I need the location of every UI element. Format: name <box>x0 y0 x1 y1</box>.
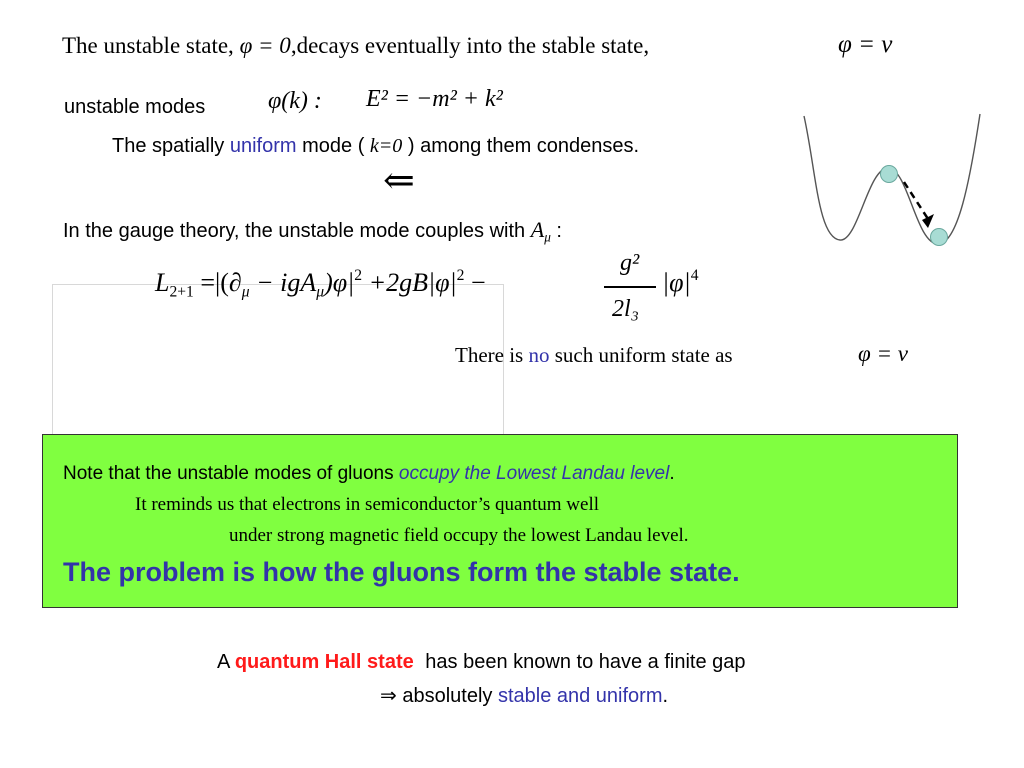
rolling-arrow-head <box>922 214 934 228</box>
no-uniform-suffix: such uniform state as <box>554 343 733 367</box>
term2-power: 2 <box>456 267 465 284</box>
line-uniform-mode <box>112 135 639 158</box>
fraction-denominator: 2l₃ <box>612 296 640 322</box>
equals-sign: = <box>200 267 216 297</box>
phi-v-expr-mid: φ = v <box>858 341 908 366</box>
minus-sign: − <box>470 267 486 297</box>
line1-middle: ,decays eventually into the stable state, <box>290 33 650 58</box>
note-box <box>42 434 958 608</box>
uniform-word: uniform <box>229 135 297 157</box>
no-word: no <box>528 343 550 367</box>
note-line1-end: . <box>669 463 675 484</box>
term1-b: − igA <box>249 267 317 297</box>
line4-text: In the gauge theory, the unstable mode couples with <box>63 220 526 242</box>
no-uniform-prefix: There is <box>455 343 524 367</box>
unstable-ball <box>881 166 898 183</box>
line3-suffix: ) among them condenses. <box>407 135 640 157</box>
note-problem-statement: The problem is how the gluons form the stable state. <box>63 557 740 587</box>
mode-expr: φ(k) : <box>268 88 322 114</box>
dispersion-expr: E² = −m² + k² <box>366 86 503 112</box>
term1-index1: μ <box>241 283 250 301</box>
gauge-field-symbol: A <box>530 217 545 242</box>
unstable-modes-label: unstable modes <box>64 96 206 118</box>
double-well-potential-diagram <box>796 110 996 270</box>
gauge-field-index: μ <box>544 229 551 245</box>
bottom-line2 <box>380 683 668 708</box>
quantum-hall-state: quantum Hall state <box>234 651 414 673</box>
bottom-line2-prefix: absolutely <box>402 685 493 707</box>
line3-prefix: The spatially <box>112 135 225 157</box>
note-line1-prefix: Note that the unstable modes of gluons <box>63 463 394 484</box>
lagrangian-equation <box>155 267 486 301</box>
rolling-arrow-line <box>904 182 930 222</box>
term2: +2gB|φ| <box>368 267 457 297</box>
term1-index2: μ <box>316 283 325 301</box>
term3 <box>662 267 698 298</box>
bottom-line1-prefix: A <box>217 651 230 673</box>
term1-power: 2 <box>354 267 363 284</box>
note-line2: It reminds us that electrons in semiconductor’s quantum well <box>135 494 599 515</box>
term3-body: |φ| <box>662 267 691 297</box>
therefore-arrow-icon: ⇒ <box>380 685 397 707</box>
gauge-field-A <box>530 217 551 245</box>
fraction-numerator: g² <box>620 250 640 276</box>
line1-prefix: The unstable state, <box>62 33 234 58</box>
stable-uniform-emph: stable and uniform <box>497 685 663 707</box>
bottom-line2-end: . <box>662 685 669 707</box>
note-line3: under strong magnetic field occupy the lowest Landau level. <box>229 525 689 546</box>
line-no-uniform-state <box>455 343 733 368</box>
phi-v-expr-top: φ = v <box>838 31 893 58</box>
line-unstable-state <box>62 33 649 59</box>
line-gauge-coupling <box>63 217 562 246</box>
note-line1 <box>63 463 675 485</box>
term3-power: 4 <box>690 267 699 284</box>
k-zero-expr: k=0 <box>369 135 403 157</box>
fraction-bar <box>604 286 656 288</box>
note-lll-emph: occupy the Lowest Landau level <box>398 463 670 484</box>
term1-c: )φ| <box>324 267 355 297</box>
line4-colon: : <box>556 220 562 242</box>
lagrangian-symbol: L <box>155 267 170 297</box>
lagrangian-dim: 2+1 <box>169 283 194 301</box>
line3-middle: mode ( <box>302 135 365 157</box>
stable-ball <box>931 229 948 246</box>
bottom-line1 <box>217 651 746 674</box>
term1-a: |(∂ <box>215 267 242 297</box>
phi-zero-expr: φ = 0 <box>239 33 291 58</box>
implies-arrow: ⇐ <box>383 160 415 202</box>
bottom-line1-suffix: has been known to have a finite gap <box>425 651 746 673</box>
